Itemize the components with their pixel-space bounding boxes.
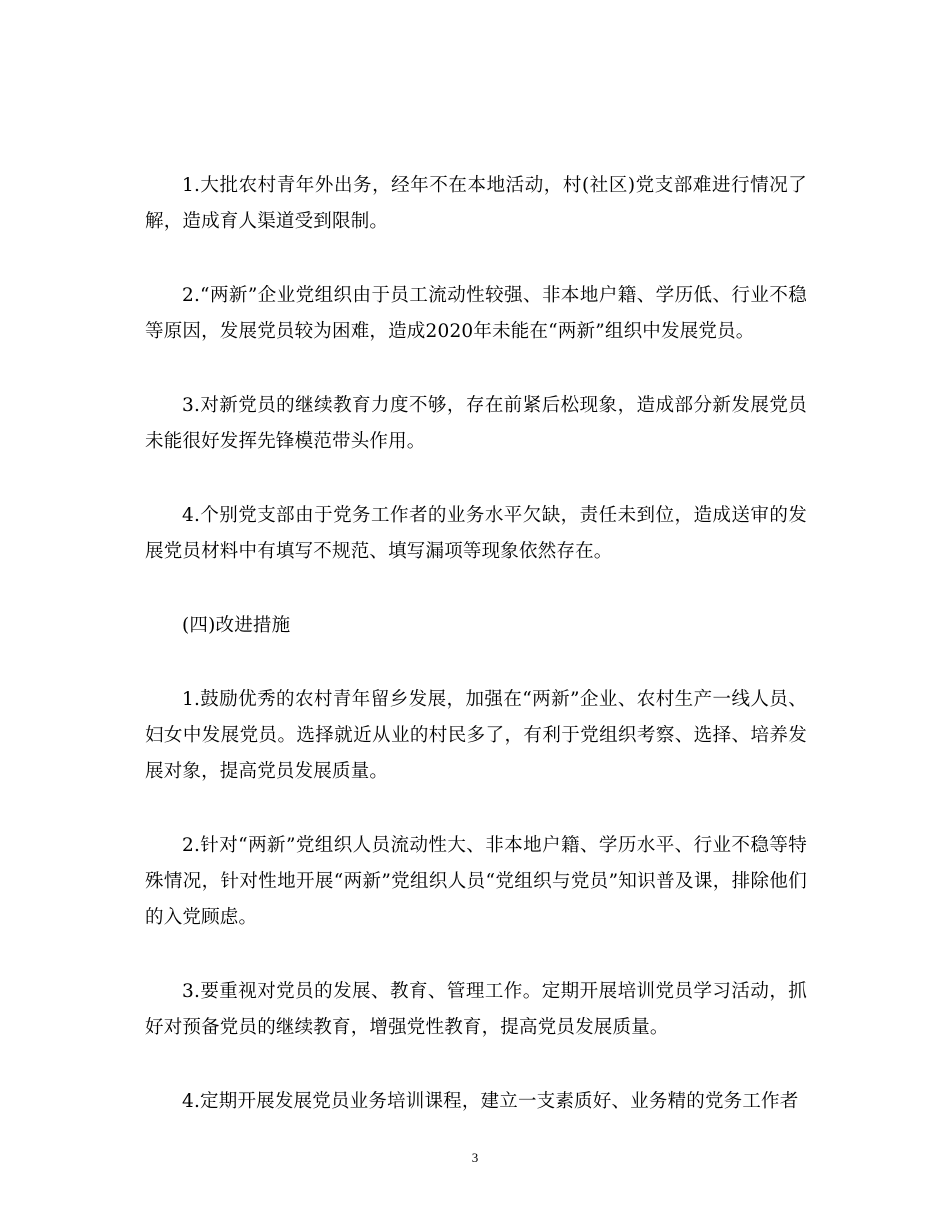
paragraph-problem-1: 1.大批农村青年外出务，经年不在本地活动，村(社区)党支部难进行情况了解，造成育人渠道受到限制。: [145, 175, 807, 232]
page-number: 3: [471, 1150, 479, 1165]
paragraph-measure-4: 4.定期开展发展党员业务培训课程，建立一支素质好、业务精的党务工作者: [182, 1091, 799, 1112]
paragraph-measure-1: 1.鼓励优秀的农村青年留乡发展，加强在“两新”企业、农村生产一线人员、妇女中发展党员。选择就近从业的村民多了，有利于党组织考察、选择、培养发展对象，提高党员发展质量。: [145, 689, 807, 782]
document-body: [145, 168, 807, 1158]
paragraph-measure-3: 3.要重视对党员的发展、教育、管理工作。定期开展培训党员学习活动，抓好对预备党员的继续教育，增强党性教育，提高党员发展质量。: [145, 981, 807, 1038]
paragraph-problem-3: 3.对新党员的继续教育力度不够，存在前紧后松现象，造成部分新发展党员未能很好发挥先锋模范带头作用。: [145, 395, 807, 452]
paragraph-problem-4: 4.个别党支部由于党务工作者的业务水平欠缺，责任未到位，造成送审的发展党员材料中有填写不规范、填写漏项等现象依然存在。: [145, 505, 807, 562]
paragraph-measure-2: 2.针对“两新”党组织人员流动性大、非本地户籍、学历水平、行业不稳等特殊情况，针对性地开展“两新”党组织人员“党组织与党员”知识普及课，排除他们的入党顾虑。: [145, 835, 807, 928]
paragraph-problem-2: 2.“两新”企业党组织由于员工流动性较强、非本地户籍、学历低、行业不稳等原因，发展党员较为困难，造成2020年未能在“两新”组织中发展党员。: [145, 285, 807, 342]
section-heading-improvement-measures: (四)改进措施: [182, 615, 291, 636]
